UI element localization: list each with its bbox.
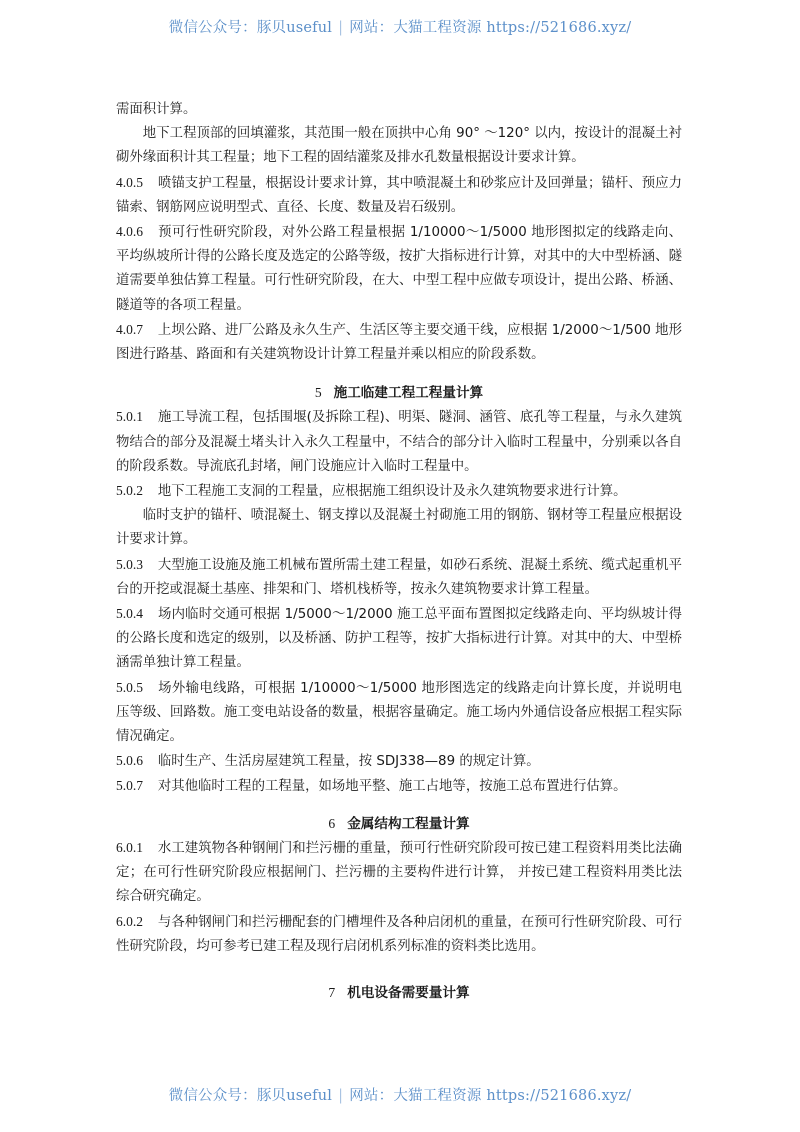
clause-number: 5.0.6 — [116, 753, 143, 769]
clause-6-0-2: 6.0.2 与各种钢闸门和拦污栅配套的门槽埋件及各种启闭机的重量，在预可行性研究阶段、可行性研究阶段，均可参考已建工程及现行启闭机系列标准的资料类比选用。 — [116, 910, 682, 959]
clause-number: 5.0.5 — [116, 679, 143, 695]
clause-number: 6.0.1 — [116, 839, 143, 855]
paragraph-grouting: 地下工程顶部的回填灌浆，其范围一般在顶拱中心角 90° ～120° 以内，按设计的混凝土衬砌外缘面积计其工程量；地下工程的固结灌浆及排水孔数量根据设计要求计算。 — [116, 126, 682, 166]
clause-6-0-1: 6.0.1 水工建筑物各种钢闸门和拦污栅的重量，预可行性研究阶段可按已建工程资料用类比法确定；在可行性研究阶段应根据闸门、拦污栅的主要构件进行计算， 并按已建工程资料用类比法综合研究确定。 — [116, 836, 682, 910]
clause-number: 4.0.5 — [116, 174, 143, 190]
watermark-website: 网站：大猫工程资源 https://521686.xyz/ — [349, 20, 632, 36]
clause-5-0-4: 5.0.4 场内临时交通可根据 1/5000～1/2000 施工总平面布置图拟定线路走向、平均纵坡计得的公路长度和选定的级别，以及桥涵、防护工程等，按扩大指标进行计算。对其中的大、中型桥涵需单独计算工程量。 — [116, 602, 682, 676]
watermark-wechat: 微信公众号：豚贝useful — [168, 20, 333, 36]
section-title: 金属结构工程量计算 — [347, 815, 470, 832]
document-body — [116, 98, 682, 1005]
section-heading-6 — [116, 800, 682, 836]
clause-number: 5.0.7 — [116, 778, 143, 794]
clause-number: 4.0.7 — [116, 321, 143, 337]
clause-5-0-7: 5.0.7 对其他临时工程的工程量，如场地平整、施工占地等，按施工总布置进行估算。 — [116, 774, 682, 799]
section-number: 7 — [328, 984, 336, 1000]
clause-5-0-3: 5.0.3 大型施工设施及施工机械布置所需土建工程量，如砂石系统、混凝土系统、缆式起重机平台的开挖或混凝土基座、排架和门、塔机栈桥等，按永久建筑物要求计算工程量。 — [116, 553, 682, 602]
section-heading-7 — [116, 959, 682, 1005]
clause-number: 5.0.1 — [116, 409, 143, 425]
watermark-separator: | — [338, 20, 344, 36]
clause-number: 5.0.2 — [116, 483, 143, 499]
clause-5-0-5: 5.0.5 场外输电线路，可根据 1/10000～1/5000 地形图选定的线路走向计算长度，并说明电压等级、回路数。施工变电站设备的数量，根据容量确定。施工场内外通信设备应根据工程实际情况确定。 — [116, 676, 682, 750]
watermark-website: 网站：大猫工程资源 https://521686.xyz/ — [349, 1088, 632, 1104]
watermark-separator: | — [338, 1088, 344, 1104]
clause-number: 6.0.2 — [116, 913, 143, 929]
clause-4-0-6: 4.0.6 预可行性研究阶段，对外公路工程量根据 1/10000～1/5000 地形图拟定的线路走向、平均纵坡所计得的公路长度及选定的公路等级，按扩大指标进行计算，对其中的大中型桥涵、隧道需要单独估算工程量。可行性研究阶段，在大、中型工程中应做专项设计，提出公路、桥涵、隧道等的各项工程量。 — [116, 220, 682, 318]
paragraph-temporary-support: 临时支护的锚杆、喷混凝土、钢支撑以及混凝土衬砌施工用的钢筋、钢材等工程量应根据设计要求计算。 — [116, 508, 682, 548]
clause-4-0-7: 4.0.7 上坝公路、进厂公路及永久生产、生活区等主要交通干线，应根据 1/2000～1/500 地形图进行路基、路面和有关建筑物设计计算工程量并乘以相应的阶段系数。 — [116, 318, 682, 367]
paragraph-continuation: 需面积计算。 — [116, 102, 197, 117]
clause-number: 5.0.3 — [116, 556, 143, 572]
section-number: 5 — [314, 385, 322, 401]
section-number: 6 — [328, 815, 336, 831]
footer-watermark — [0, 1084, 800, 1105]
header-watermark — [0, 16, 800, 37]
clause-number: 4.0.6 — [116, 224, 143, 240]
clause-5-0-6: 5.0.6 临时生产、生活房屋建筑工程量，按 SDJ338—89 的规定计算。 — [116, 749, 682, 774]
section-heading-5 — [116, 367, 682, 405]
clause-5-0-1: 5.0.1 施工导流工程，包括围堰(及拆除工程)、明渠、隧洞、涵管、底孔等工程量，与永久建筑物结合的部分及混凝土堵头计入永久工程量中，不结合的部分计入临时工程量中，分别乘以各自的阶段系数。导流底孔封堵，闸门设施应计入临时工程量中。 — [116, 405, 682, 479]
section-title: 机电设备需要量计算 — [347, 984, 470, 1001]
clause-5-0-2: 5.0.2 地下工程施工支洞的工程量，应根据施工组织设计及永久建筑物要求进行计算。 — [116, 479, 682, 504]
section-title: 施工临建工程工程量计算 — [333, 385, 484, 402]
clause-4-0-5: 4.0.5 喷锚支护工程量，根据设计要求计算，其中喷混凝土和砂浆应计及回弹量；锚杆、预应力锚索、钢筋网应说明型式、直径、长度、数量及岩石级别。 — [116, 171, 682, 220]
watermark-wechat: 微信公众号：豚贝useful — [168, 1088, 333, 1104]
clause-number: 5.0.4 — [116, 606, 143, 622]
